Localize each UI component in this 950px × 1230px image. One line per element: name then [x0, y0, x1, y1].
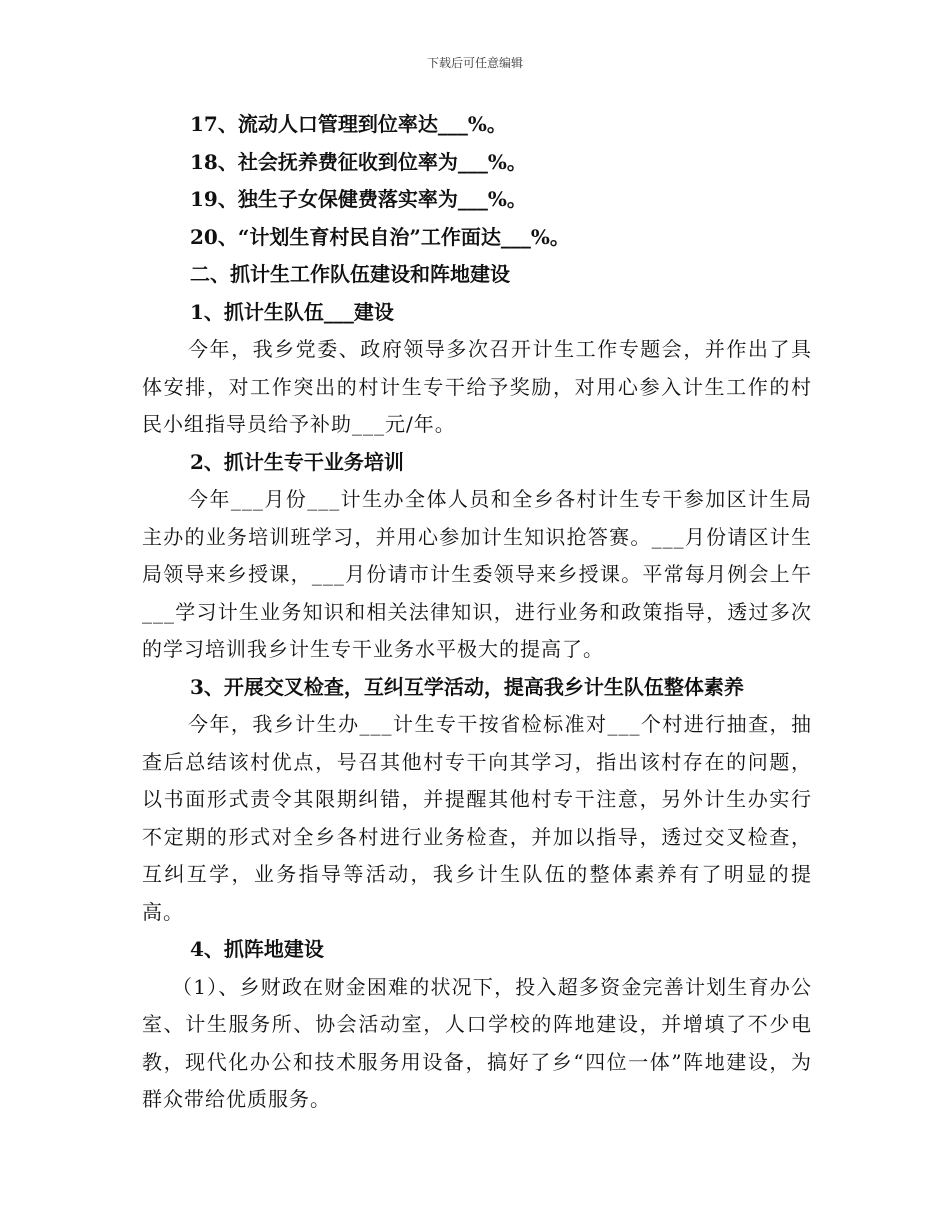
list-item-17: 17、流动人口管理到位率达___%。: [190, 112, 507, 136]
list-item-18: 18、社会抚养费征收到位率为___%。: [190, 149, 527, 174]
subsection-paragraph-4: （1）、乡财政在财金困难的状况下，投入超多资金完善计划生育办公室、计生服务所、协会活动室，人口学校的阵地建设，并增填了不少电教，现代化办公和技术服务用设备，搞好了乡“四位一体”阵地建设，为群众带给优质服务。: [142, 974, 812, 1111]
subsection-heading-3: 3、开展交叉检查，互纠互学活动，提高我乡计生队伍整体素养: [190, 674, 744, 699]
subsection-heading-4: 4、抓阵地建设: [190, 937, 324, 961]
subsection-paragraph-3: 今年，我乡计生办___计生专干按省检标准对___个村进行抽查，抽查后总结该村优点，号召其他村专干向其学习，指出该村存在的问题，以书面形式责令其限期纠错，并提醒其他村专干注意，另外计生办实行不定期的形式对全乡各村进行业务检查，并加以指导，透过交叉检查，互纠互学，业务指导等活动，我乡计生队伍的整体素养有了明显的提高。: [142, 712, 812, 924]
list-item-20: 20、“计划生育村民自治”工作面达___%。: [190, 224, 570, 249]
subsection-paragraph-2: 今年___月份___计生办全体人员和全乡各村计生专干参加区计生局主办的业务培训班学习，并用心参加计生知识抢答赛。___月份请区计生局领导来乡授课，___月份请市计生委领导来乡授课。平常每月例会上午___学习计生业务知识和相关法律知识，进行业务和政策指导，透过多次的学习培训我乡计生专干业务水平极大的提高了。: [142, 487, 812, 661]
section-heading-2: 二、抓计生工作队伍建设和阵地建设: [190, 262, 510, 286]
subsection-paragraph-1: 今年，我乡党委、政府领导多次召开计生工作专题会，并作出了具体安排，对工作突出的村计生专干给予奖励，对用心参入计生工作的村民小组指导员给予补助___元/年。: [142, 337, 812, 436]
list-item-19: 19、独生子女保健费落实率为___%。: [190, 187, 527, 211]
subsection-heading-1: 1、抓计生队伍___建设: [190, 299, 394, 324]
document-body: [142, 106, 812, 1119]
page-header: 下载后可任意编辑: [426, 56, 523, 70]
subsection-heading-2: 2、抓计生专干业务培训: [190, 449, 404, 474]
